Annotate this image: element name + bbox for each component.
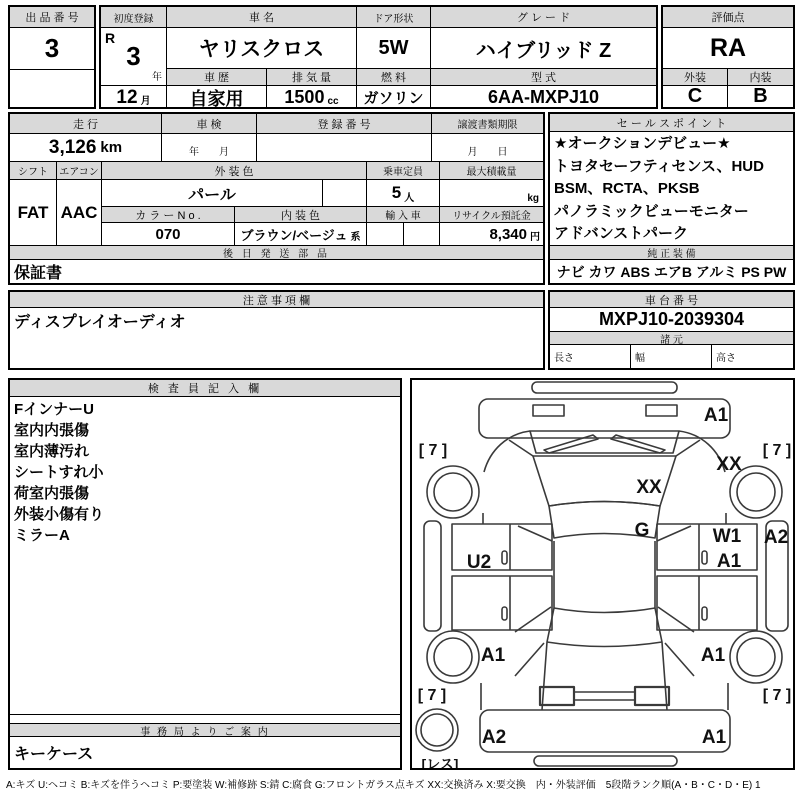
model-code-label: 型 式 <box>431 69 656 86</box>
capacity-label: 乗車定員 <box>367 162 440 180</box>
grade-value: ハイブリッド Z <box>431 28 656 69</box>
first-reg-label: 初度登録 <box>101 7 167 28</box>
lot-box <box>8 5 96 109</box>
damage-code-label: A1 <box>703 405 729 426</box>
damage-code-label: XX <box>716 454 742 475</box>
damage-code-label: XX <box>636 477 662 498</box>
inspection-value: 年 月 <box>162 134 257 162</box>
damage-code-label: [ 7 ] <box>418 442 448 459</box>
import-cell-a <box>367 223 404 246</box>
ext-color-extra-cell <box>323 180 367 207</box>
fuel-value: ガソリン <box>357 86 431 109</box>
inspector-label: 検 査 員 記 入 欄 <box>10 380 400 397</box>
sales-box <box>548 112 795 285</box>
history-label: 車 歴 <box>167 69 267 86</box>
displacement-unit: cc <box>327 96 339 107</box>
caution-value: ディスプレイオーディオ <box>14 313 186 331</box>
caution-box <box>8 290 545 370</box>
spec-label: 諸 元 <box>550 332 793 345</box>
mileage-unit: km <box>100 139 123 156</box>
later-parts-label: 後 日 発 送 部 品 <box>10 246 543 260</box>
damage-code-label: A1 <box>701 727 727 748</box>
diagram-box <box>410 378 795 770</box>
first-reg-month-cell <box>101 86 167 109</box>
damage-code-label: [ 7 ] <box>417 687 447 704</box>
door-value: 5W <box>357 28 431 69</box>
damage-code-label: [レス] <box>421 756 459 768</box>
inspector-note: ミラーA <box>14 527 70 544</box>
score-value: RA <box>663 28 793 69</box>
ext-color-label: 外 装 色 <box>102 162 367 180</box>
mileage-number: 3,126 <box>48 136 97 158</box>
aircon-value: AAC <box>57 180 102 246</box>
payload-label: 最大積載量 <box>440 162 543 180</box>
mileage-label: 走 行 <box>10 114 162 134</box>
caution-label: 注 意 事 項 欄 <box>10 292 543 308</box>
office-label: 事 務 局 よ り ご 案 内 <box>10 723 400 737</box>
first-reg-month-unit: 月 <box>140 96 151 107</box>
damage-code-label: A2 <box>481 727 507 748</box>
capacity-unit: 人 <box>404 193 415 204</box>
sales-points <box>550 132 793 245</box>
spec-width-cell: 幅 <box>631 345 712 368</box>
lot-empty-cell <box>10 70 94 107</box>
oem-label: 純 正 装 備 <box>550 245 793 260</box>
exterior-label: 外装 <box>663 69 728 86</box>
later-parts-value: 保証書 <box>14 265 63 282</box>
reg-no-label: 登 録 番 号 <box>257 114 432 134</box>
ext-color-value: パール <box>102 180 323 207</box>
displacement-value <box>267 86 357 109</box>
vin-box <box>548 290 795 370</box>
spec-height-cell: 高さ <box>716 353 736 364</box>
legend-line: A:キズ U:ヘコミ B:キズを伴うヘコミ P:要塗装 W:補修跡 S:錆 C:腐食 G:フロントガラス点キズ XX:交換済み X:要交換 内・外装評価 5段階ランク順(A・B・C・D・E) 1 <box>6 780 761 791</box>
color-no-label: カ ラ ー N o . <box>102 207 235 223</box>
sales-point: BSM、RCTA、PKSB <box>554 180 700 198</box>
car-outline <box>416 382 788 766</box>
int-color-label: 内 装 色 <box>235 207 367 223</box>
inspector-note: FインナーU <box>14 401 94 418</box>
spec-length-cell: 長さ <box>550 345 631 368</box>
reg-no-value <box>257 134 432 162</box>
fuel-label: 燃 料 <box>357 69 431 86</box>
inspector-note: シートすれ小 <box>14 464 104 481</box>
transfer-deadline-value: 月 日 <box>432 134 543 162</box>
capacity-value <box>367 180 440 207</box>
displacement-number: 1500 <box>284 87 325 107</box>
first-reg-month: 12 <box>116 86 138 108</box>
mileage-value <box>10 134 162 162</box>
payload-value <box>440 180 543 207</box>
grade-label: グ レ ー ド <box>431 7 656 28</box>
sales-point: ★オークションデビュー★ <box>554 135 731 152</box>
oem-value: ナビ カワ ABS エアB アルミ PS PW <box>556 263 787 280</box>
first-reg-year-cell <box>101 28 167 86</box>
inspector-note: 室内薄汚れ <box>14 443 90 460</box>
recycle-label: リサイクル預託金 <box>440 207 543 223</box>
interior-grade: B <box>753 86 768 107</box>
inspector-box <box>8 378 402 770</box>
int-color-suffix: 系 <box>350 232 361 243</box>
damage-code-label: A2 <box>763 527 789 548</box>
damage-code-label: [ 7 ] <box>762 442 792 459</box>
sales-point: パノラミックビューモニター <box>554 202 749 220</box>
shift-label: シフト <box>10 162 57 180</box>
damage-code-label: G <box>634 520 650 541</box>
lot-label: 出 品 番 号 <box>10 7 94 28</box>
damage-code-label: A1 <box>480 645 506 666</box>
office-value: キーケース <box>14 746 94 763</box>
recycle-unit: 円 <box>530 232 540 243</box>
vin-value: MXPJ10-2039304 <box>550 308 793 332</box>
sales-point: アドバンストパーク <box>554 225 688 243</box>
damage-code-label: A1 <box>700 645 726 666</box>
import-cell-b <box>404 223 440 246</box>
damage-code-label: A1 <box>716 551 742 572</box>
door-label: ドア形状 <box>357 7 431 28</box>
shift-value: FAT <box>10 180 57 246</box>
interior-label: 内装 <box>728 69 793 86</box>
lot-value: 3 <box>10 28 94 70</box>
capacity-number: 5 <box>391 183 402 202</box>
first-reg-year: 3 <box>126 41 141 71</box>
first-reg-era: R <box>105 30 116 46</box>
int-color-value <box>235 223 367 246</box>
displacement-label: 排 気 量 <box>267 69 357 86</box>
car-name-label: 車 名 <box>167 7 357 28</box>
inspector-note: 外装小傷有り <box>14 506 105 523</box>
rating-box <box>661 5 795 109</box>
damage-code-label: U2 <box>466 552 492 573</box>
recycle-value <box>440 223 543 246</box>
sales-point: トヨタセーフティセンス、HUD <box>554 157 764 175</box>
diagram-labels <box>418 405 791 768</box>
details-box <box>8 112 545 285</box>
aircon-label: エアコン <box>57 162 102 180</box>
inspector-notes <box>10 397 400 715</box>
inspector-note: 荷室内張傷 <box>14 485 90 502</box>
vehicle-header-box <box>99 5 658 109</box>
inspector-note: 室内内張傷 <box>14 422 90 439</box>
int-color-name: ブラウン/ベージュ <box>240 227 348 243</box>
model-code-value: 6AA-MXPJ10 <box>487 87 600 107</box>
car-name-value: ヤリスクロス <box>167 28 357 69</box>
import-label: 輸 入 車 <box>367 207 440 223</box>
payload-unit: kg <box>527 193 539 204</box>
transfer-deadline-label: 譲渡書類期限 <box>432 114 543 134</box>
sales-label: セ ー ル ス ポ イ ン ト <box>550 114 793 132</box>
damage-code-label: W1 <box>712 526 742 547</box>
vin-label: 車 台 番 号 <box>550 292 793 308</box>
recycle-number: 8,340 <box>489 225 527 243</box>
exterior-grade: C <box>663 86 728 107</box>
color-no-value: 070 <box>102 223 235 246</box>
car-damage-diagram <box>412 380 793 768</box>
inspection-label: 車 検 <box>162 114 257 134</box>
history-value: 自家用 <box>167 86 267 109</box>
first-reg-year-unit: 年 <box>152 72 162 83</box>
score-label: 評価点 <box>663 7 793 28</box>
damage-code-label: [ 7 ] <box>762 687 792 704</box>
